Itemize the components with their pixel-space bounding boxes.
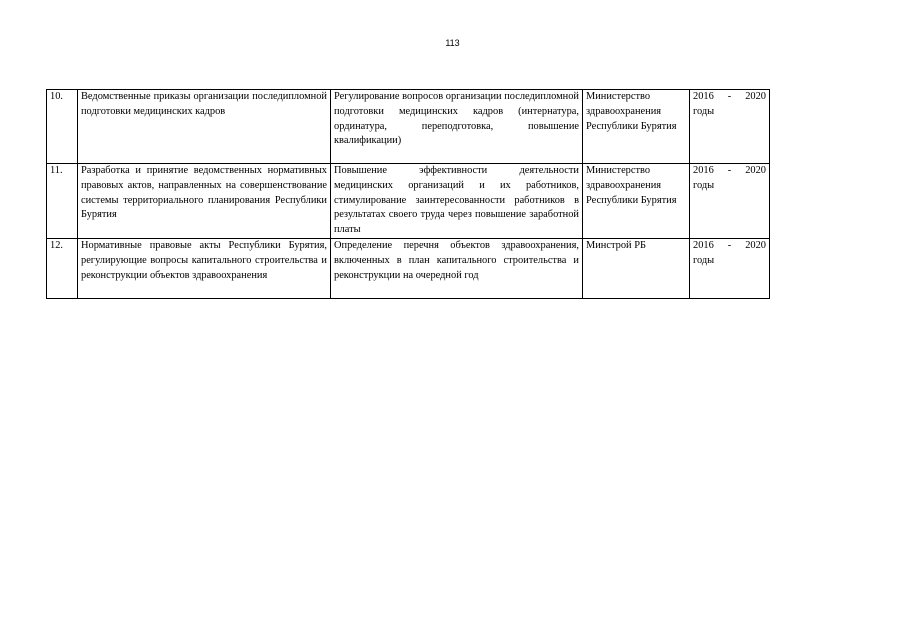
measure-name: Разработка и принятие ведомственных нормативных правовых актов, направленных на совершенствование системы территориального планирования Республики Бурятия xyxy=(78,164,331,239)
measure-purpose: Определение перечня объектов здравоохранения, включенных в план капитального строительства и реконструкции на очередной год xyxy=(331,239,583,299)
implementation-period: 2016 - 2020 годы xyxy=(690,239,770,299)
implementation-period: 2016 - 2020 годы xyxy=(690,90,770,164)
measure-name: Нормативные правовые акты Республики Бурятия, регулирующие вопросы капитального строительства и реконструкции объектов здравоохранения xyxy=(78,239,331,299)
table-row xyxy=(47,164,770,239)
responsible-organization: Министерство здравоохранения Республики Бурятия xyxy=(583,90,690,164)
row-number: 10. xyxy=(47,90,78,164)
responsible-organization: Минстрой РБ xyxy=(583,239,690,299)
row-number: 11. xyxy=(47,164,78,239)
measures-table xyxy=(46,89,770,299)
implementation-period: 2016 - 2020 годы xyxy=(690,164,770,239)
measure-purpose: Повышение эффективности деятельности медицинских организаций и их работников, стимулирование заинтересованности работников в результатах своего труда через повышение заработной платы xyxy=(331,164,583,239)
responsible-organization: Министерство здравоохранения Республики Бурятия xyxy=(583,164,690,239)
measure-name: Ведомственные приказы организации последипломной подготовки медицинских кадров xyxy=(78,90,331,164)
measure-purpose: Регулирование вопросов организации последипломной подготовки медицинских кадров (интернатура, ординатура, переподготовка, повышение квалификации) xyxy=(331,90,583,164)
table-row xyxy=(47,90,770,164)
row-number: 12. xyxy=(47,239,78,299)
table-row xyxy=(47,239,770,299)
page-number: 113 xyxy=(445,38,460,48)
